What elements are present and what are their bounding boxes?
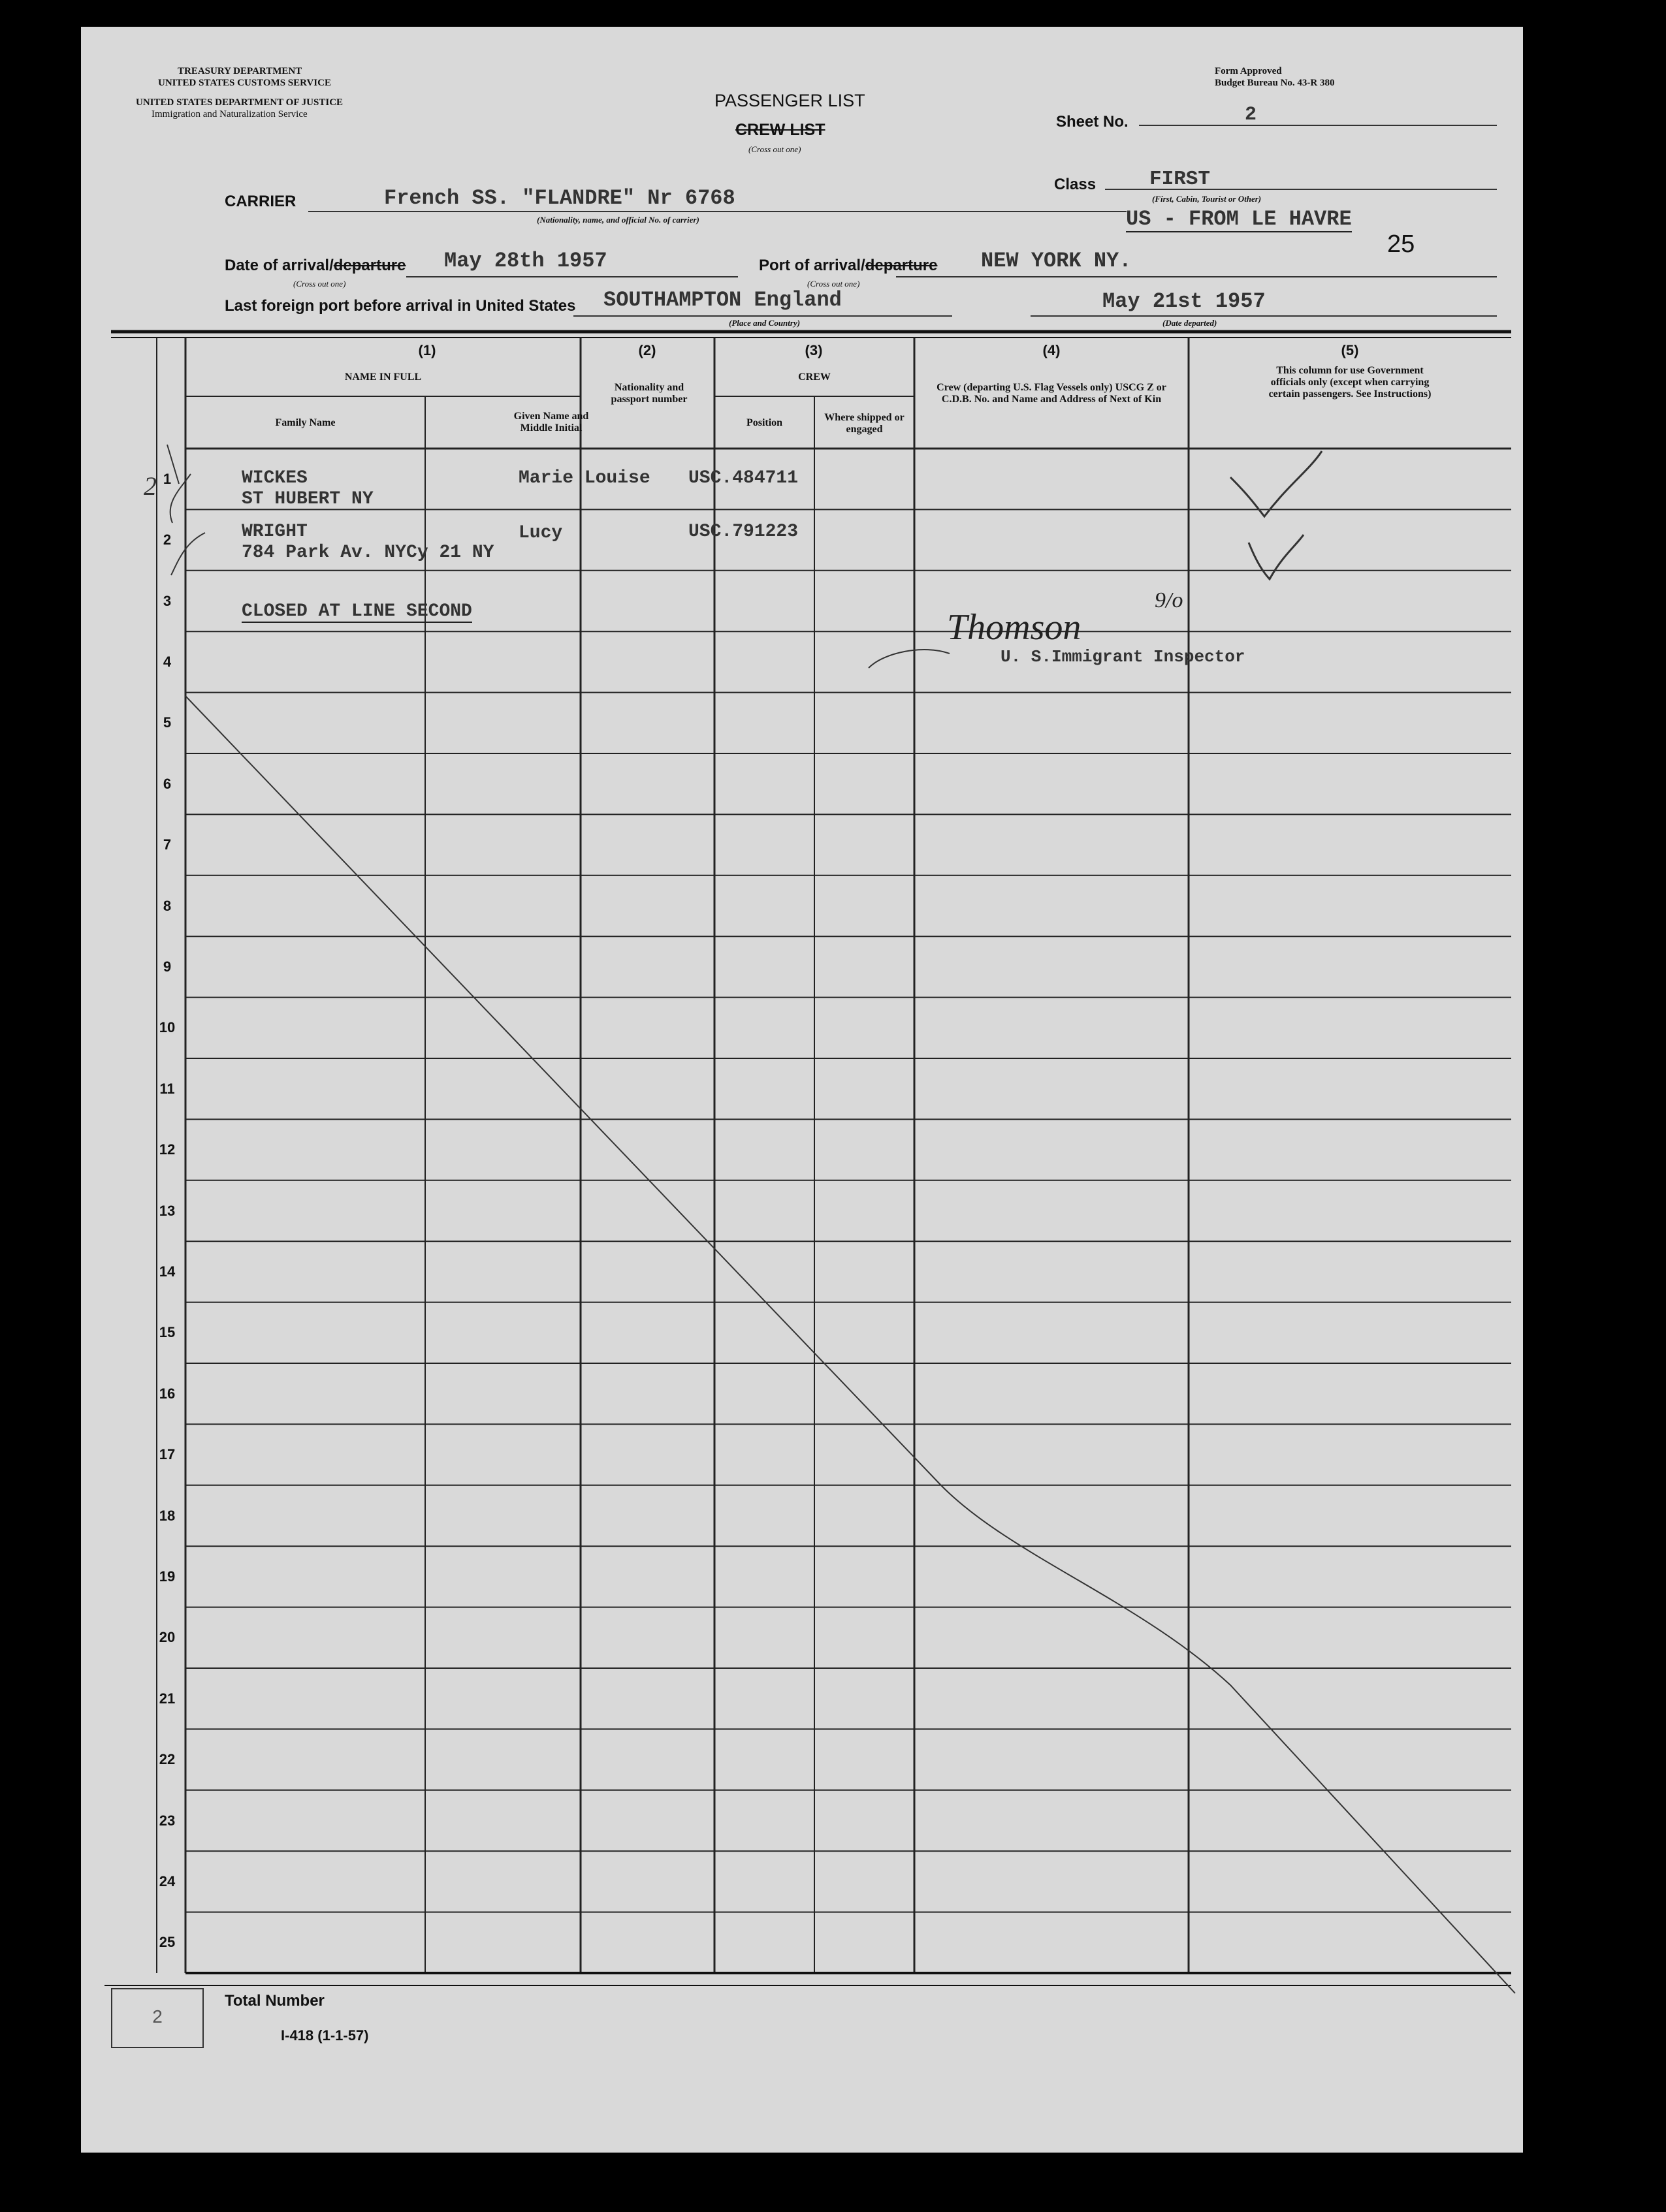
row-number: 12	[159, 1141, 176, 1158]
row-number: 5	[163, 714, 172, 731]
row-number: 16	[159, 1385, 176, 1402]
shipped-header: Where shipped or engaged	[824, 412, 905, 435]
page-number: 25	[1387, 230, 1415, 258]
port-caption: (Cross out one)	[807, 279, 860, 289]
route-value: US - FROM LE HAVRE	[1126, 207, 1352, 231]
foreign-port-caption: (Place and Country)	[729, 318, 801, 328]
foreign-port-label: Last foreign port before arrival in United States	[225, 297, 576, 315]
col5-title: This column for use Government officials only (except when carrying certain passengers. See Instructions)	[1268, 365, 1432, 400]
inspector-signature: Thomson	[947, 607, 1081, 648]
total-value: 2	[152, 2006, 163, 2027]
row-number: 17	[159, 1446, 176, 1463]
row-number: 9	[163, 958, 172, 975]
departure-struck: departure	[333, 257, 406, 274]
row1-given-name: Marie Louise	[519, 468, 650, 488]
row-number: 3	[163, 592, 172, 609]
carrier-caption: (Nationality, name, and official No. of carrier)	[537, 215, 699, 225]
carrier-label: CARRIER	[225, 193, 296, 210]
row-number: 4	[163, 653, 172, 670]
departed-caption: (Date departed)	[1162, 318, 1217, 328]
row-number: 8	[163, 897, 172, 914]
row-number: 2	[163, 531, 172, 548]
col2-title: Nationality and passport number	[611, 382, 688, 405]
row-number: 20	[159, 1629, 176, 1646]
row-number: 23	[159, 1812, 176, 1829]
col1-number: (1)	[418, 342, 436, 358]
class-label: Class	[1054, 176, 1097, 193]
col3-number: (3)	[805, 342, 823, 358]
passenger-list-form	[81, 27, 1523, 2153]
port-departure-struck: departure	[865, 257, 938, 274]
col4-number: (4)	[1042, 342, 1061, 358]
col2-number: (2)	[638, 342, 656, 358]
given-name-header: Given Name and Middle Initial	[513, 411, 589, 434]
form-number: I-418 (1-1-57)	[281, 2027, 369, 2044]
crew-list-struck: CREW LIST	[735, 121, 825, 139]
row1-family-name: WICKES	[242, 468, 308, 488]
foreign-port-value: SOUTHAMPTON England	[603, 288, 842, 312]
sheet-label: Sheet No.	[1056, 113, 1129, 131]
row-number: 1	[163, 470, 172, 487]
customs-service: UNITED STATES CUSTOMS SERVICE	[158, 78, 331, 88]
row-number: 10	[159, 1019, 176, 1036]
col3-title: CREW	[798, 371, 831, 383]
sheet-number: 2	[1245, 104, 1257, 126]
row1-passport: USC.484711	[688, 468, 799, 488]
port-value: NEW YORK NY.	[981, 249, 1132, 273]
col1-title: NAME IN FULL	[344, 371, 422, 383]
total-box	[111, 1988, 204, 2048]
row-number: 15	[159, 1324, 176, 1341]
row-number: 24	[159, 1872, 176, 1889]
row-number: 25	[159, 1934, 176, 1951]
row-number: 11	[159, 1080, 175, 1097]
row-number: 6	[163, 775, 172, 792]
inspector-title: U. S.Immigrant Inspector	[1001, 647, 1245, 667]
row-number: 18	[159, 1507, 176, 1524]
row2-family-name: WRIGHT	[242, 522, 308, 542]
arrival-date: May 28th 1957	[444, 249, 607, 273]
row-number: 21	[159, 1690, 176, 1707]
row-number: 19	[159, 1568, 176, 1585]
inspector-initials: 9/o	[1155, 588, 1183, 612]
departed-date: May 21st 1957	[1102, 289, 1266, 313]
row-number: 7	[163, 836, 172, 853]
row2-passport: USC.791223	[688, 522, 799, 542]
col5-number: (5)	[1341, 342, 1359, 358]
family-name-header: Family Name	[275, 417, 336, 428]
class-value: FIRST	[1149, 168, 1211, 191]
arrival-label: Date of arrival/	[225, 257, 334, 274]
form-title: PASSENGER LIST	[714, 91, 865, 110]
row-number: 14	[159, 1263, 176, 1280]
total-label: Total Number	[225, 1992, 325, 2010]
ins-service: Immigration and Naturalization Service	[152, 109, 308, 119]
row-number: 22	[159, 1751, 176, 1768]
treasury-department: TREASURY DEPARTMENT	[178, 66, 302, 76]
department-of-justice: UNITED STATES DEPARTMENT OF JUSTICE	[136, 97, 344, 108]
position-header: Position	[746, 417, 783, 428]
class-caption: (First, Cabin, Tourist or Other)	[1152, 194, 1262, 204]
row-number: 13	[159, 1202, 176, 1219]
form-approved: Form Approved	[1215, 66, 1282, 76]
carrier-value: French SS. "FLANDRE" Nr 6768	[384, 186, 735, 210]
margin-mark: 2	[144, 471, 157, 501]
port-label: Port of arrival/	[759, 257, 865, 274]
row2-address: 784 Park Av. NYCy 21 NY	[242, 543, 494, 563]
arrival-caption: (Cross out one)	[293, 279, 346, 289]
closed-note: CLOSED AT LINE SECOND	[242, 601, 472, 622]
row1-address: ST HUBERT NY	[242, 489, 374, 509]
budget-bureau: Budget Bureau No. 43-R 380	[1215, 78, 1335, 88]
col4-title: Crew (departing U.S. Flag Vessels only) USCG Z or C.D.B. No. and Name and Address of Next of Kin	[937, 382, 1166, 405]
row2-given-name: Lucy	[519, 523, 563, 543]
title-cross-out: (Cross out one)	[748, 144, 801, 154]
